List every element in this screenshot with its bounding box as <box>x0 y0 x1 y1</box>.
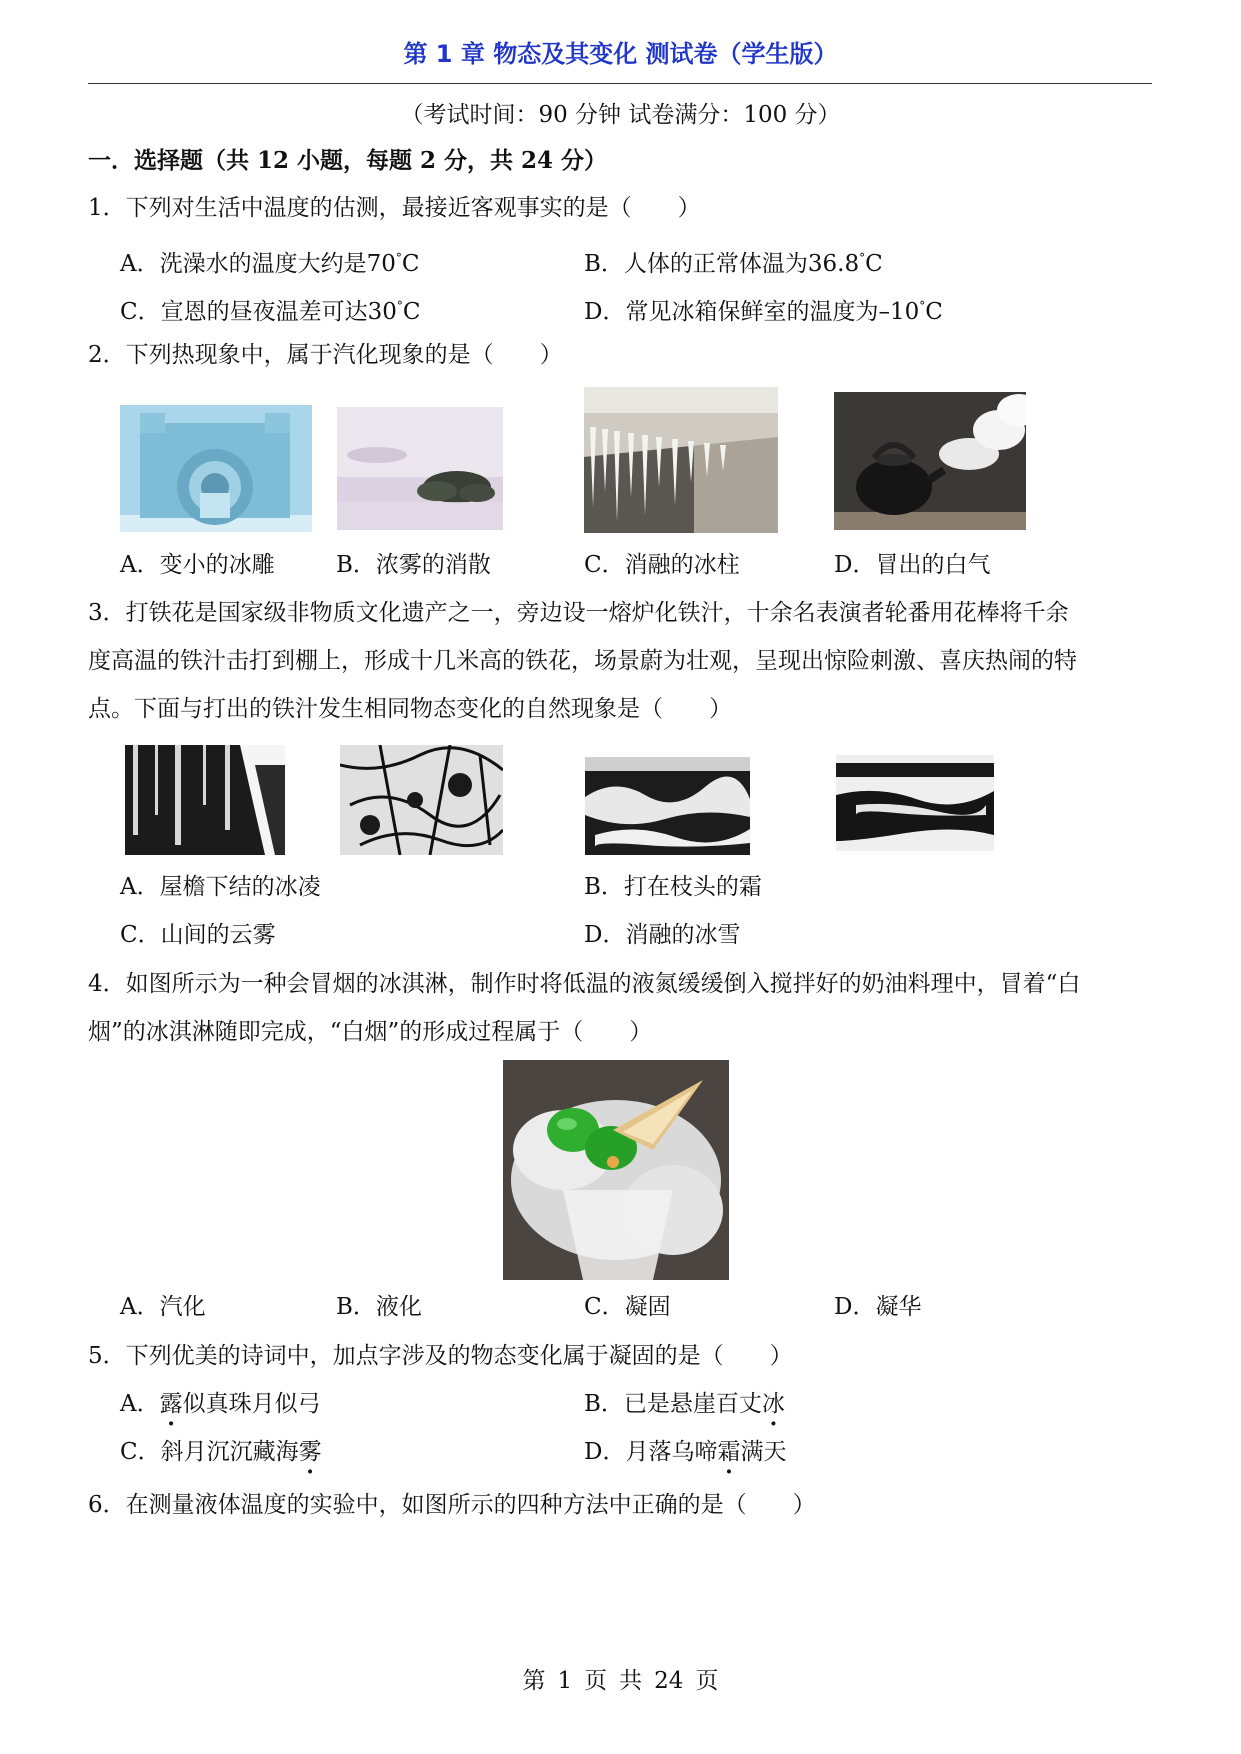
q4-option-d: D．凝华 <box>834 1294 922 1320</box>
q5-option-a-dotted-char: 露 <box>159 1391 183 1417</box>
q1-option-a <box>120 243 420 279</box>
footer-page-number: 1 <box>557 1668 573 1694</box>
q5-option-a-pre: A． <box>120 1391 160 1417</box>
q3-option-c: C．山间的云雾 <box>120 922 276 948</box>
question-3-stem-line3: 点。下面与打出的铁汁发生相同物态变化的自然现象是（ ） <box>88 696 732 722</box>
q1-option-d-text: D．常见冰箱保鲜室的温度为 <box>584 299 879 325</box>
header-divider <box>88 83 1152 84</box>
mountain-clouds-image <box>585 757 750 855</box>
degree-symbol: ° <box>859 251 866 265</box>
q5-option-d-post: 满天 <box>740 1439 787 1465</box>
q4-option-c: C．凝固 <box>584 1294 671 1320</box>
unit: C <box>402 299 421 325</box>
q1-option-c-text: C．宣恩的昼夜温差可达 <box>120 299 368 325</box>
footer-word-ye: 页 <box>584 1668 608 1694</box>
q5-option-d-dotted-char: 霜 <box>717 1439 741 1465</box>
q1-option-b-text: B．人体的正常体温为 <box>584 251 808 277</box>
unit: C <box>925 299 943 325</box>
frost-branches-image <box>340 745 503 855</box>
q3-option-d: D．消融的冰雪 <box>584 922 741 948</box>
q5-option-b-dotted-char: 冰 <box>761 1391 785 1417</box>
question-5-stem: 5．下列优美的诗词中，加点字涉及的物态变化属于凝固的是（ ） <box>88 1343 793 1369</box>
q2-option-d: D．冒出的白气 <box>834 552 991 578</box>
q1-option-d-num: –10 <box>878 299 920 325</box>
q5-option-d <box>584 1437 786 1467</box>
footer-word-di: 第 <box>522 1668 546 1694</box>
smoking-ice-cream-image <box>503 1060 729 1280</box>
ice-sculpture-image <box>120 405 312 532</box>
footer-word-ye2: 页 <box>695 1668 719 1694</box>
kettle-steam-image <box>834 392 1026 530</box>
q5-option-c <box>120 1437 322 1467</box>
question-6-stem: 6．在测量液体温度的实验中，如图所示的四种方法中正确的是（ ） <box>88 1492 816 1518</box>
q1-option-c-num: 30 <box>367 299 397 325</box>
section-title: 一．选择题（共 12 小题，每题 2 分，共 24 分） <box>88 147 608 174</box>
q4-option-b: B．液化 <box>336 1294 422 1320</box>
page-title: 第 1 章 物态及其变化 测试卷（学生版） <box>403 40 838 68</box>
question-2-stem: 2．下列热现象中，属于汽化现象的是（ ） <box>88 342 563 368</box>
q5-option-c-dotted-char: 雾 <box>298 1439 322 1465</box>
unit: C <box>865 251 883 277</box>
q2-option-c: C．消融的冰柱 <box>584 552 740 578</box>
eaves-icicles-image <box>125 745 285 855</box>
q5-option-a <box>120 1389 321 1419</box>
q1-option-b-num: 36.8 <box>807 251 860 277</box>
question-3-stem-line2: 度高温的铁汁击打到棚上，形成十几米高的铁花，场景蔚为壮观，呈现出惊险刺激、喜庆热闹的特 <box>88 648 1077 674</box>
footer-word-gong: 共 <box>619 1668 643 1694</box>
unit: C <box>401 251 420 277</box>
q1-option-a-text: A．洗澡水的温度大约是 <box>120 251 367 277</box>
page-footer <box>0 1662 1241 1695</box>
fog-tree-image <box>337 407 503 530</box>
q4-option-a: A．汽化 <box>120 1294 206 1320</box>
q1-option-a-num: 70 <box>366 251 396 277</box>
degree-symbol: ° <box>396 299 403 313</box>
question-3-stem-line1: 3．打铁花是国家级非物质文化遗产之一，旁边设一熔炉化铁汁，十余名表演者轮番用花棒将千余 <box>88 600 1069 626</box>
degree-symbol: ° <box>919 299 926 313</box>
melting-snow-image <box>836 755 994 851</box>
q1-option-b <box>584 243 883 279</box>
q5-option-a-post: 似真珠月似弓 <box>182 1391 321 1417</box>
q5-option-c-pre: C．斜月沉沉藏海 <box>120 1439 299 1465</box>
icicles-image <box>584 387 778 533</box>
question-4-stem-line1: 4．如图所示为一种会冒烟的冰淇淋，制作时将低温的液氮缓缓倒入搅拌好的奶油料理中，冒着“白 <box>88 971 1081 997</box>
q5-option-b-pre: B．已是悬崖百丈 <box>584 1391 762 1417</box>
q2-option-b: B．浓雾的消散 <box>336 552 491 578</box>
footer-total-pages: 24 <box>654 1668 684 1694</box>
question-4-stem-line2: 烟”的冰淇淋随即完成，“白烟”的形成过程属于（ ） <box>88 1019 653 1045</box>
q5-option-d-pre: D．月落乌啼 <box>584 1439 718 1465</box>
q2-option-a: A．变小的冰雕 <box>120 552 275 578</box>
exam-info: （考试时间：90 分钟 试卷满分：100 分） <box>400 102 841 128</box>
q3-option-b: B．打在枝头的霜 <box>584 874 762 900</box>
q3-option-a: A．屋檐下结的冰凌 <box>120 874 321 900</box>
degree-symbol: ° <box>395 251 402 265</box>
q5-option-b <box>584 1389 785 1419</box>
q1-option-d <box>584 291 943 327</box>
q1-option-c <box>120 291 421 327</box>
question-1-stem: 1．下列对生活中温度的估测，最接近客观事实的是（ ） <box>88 195 701 221</box>
